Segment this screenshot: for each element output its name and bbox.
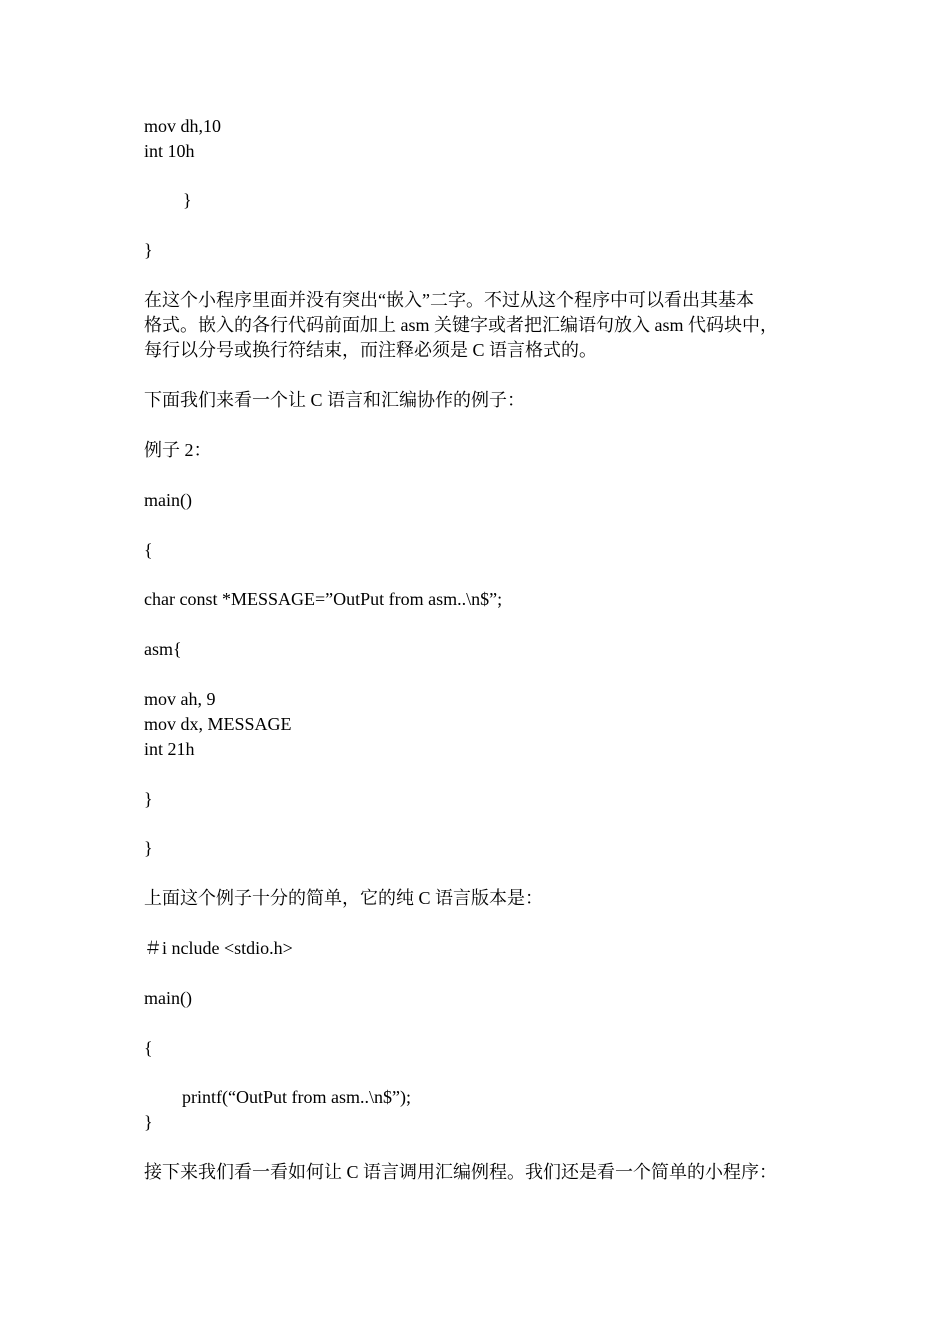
code-line: printf(“OutPut from asm..\n$”); [182, 1087, 411, 1107]
paragraph-line: 每行以分号或换行符结束，而注释必须是 C 语言格式的。 [144, 340, 598, 360]
paragraph-line: 上面这个例子十分的简单，它的纯 C 语言版本是： [144, 888, 544, 908]
code-line: } [144, 789, 153, 809]
code-line: } [144, 1112, 153, 1132]
code-line: main() [144, 988, 192, 1008]
example-heading: 例子 2： [144, 440, 212, 460]
code-line: char const *MESSAGE=”OutPut from asm..\n$”; [144, 589, 503, 609]
paragraph-line: 在这个小程序里面并没有突出“嵌入”二字。不过从这个程序中可以看出其基本 [144, 290, 754, 310]
code-line: mov dh,10 [144, 116, 222, 136]
paragraph-line: 格式。嵌入的各行代码前面加上 asm 关键字或者把汇编语句放入 asm 代码块中， [144, 315, 778, 335]
paragraph-line: 接下来我们看一看如何让 C 语言调用汇编例程。我们还是看一个简单的小程序： [144, 1162, 778, 1182]
code-line: } [144, 838, 153, 858]
code-line: ＃i nclude <stdio.h> [144, 938, 293, 958]
code-line: { [144, 540, 153, 560]
code-line: } [144, 240, 153, 260]
code-line: { [144, 1038, 153, 1058]
code-line: int 10h [144, 141, 195, 161]
code-line: mov ah, 9 [144, 689, 216, 709]
code-line: main() [144, 490, 192, 510]
code-line: } [183, 190, 192, 210]
paragraph-line: 下面我们来看一个让 C 语言和汇编协作的例子： [144, 390, 526, 410]
code-line: int 21h [144, 739, 195, 759]
code-line: asm{ [144, 639, 182, 659]
code-line: mov dx, MESSAGE [144, 714, 292, 734]
